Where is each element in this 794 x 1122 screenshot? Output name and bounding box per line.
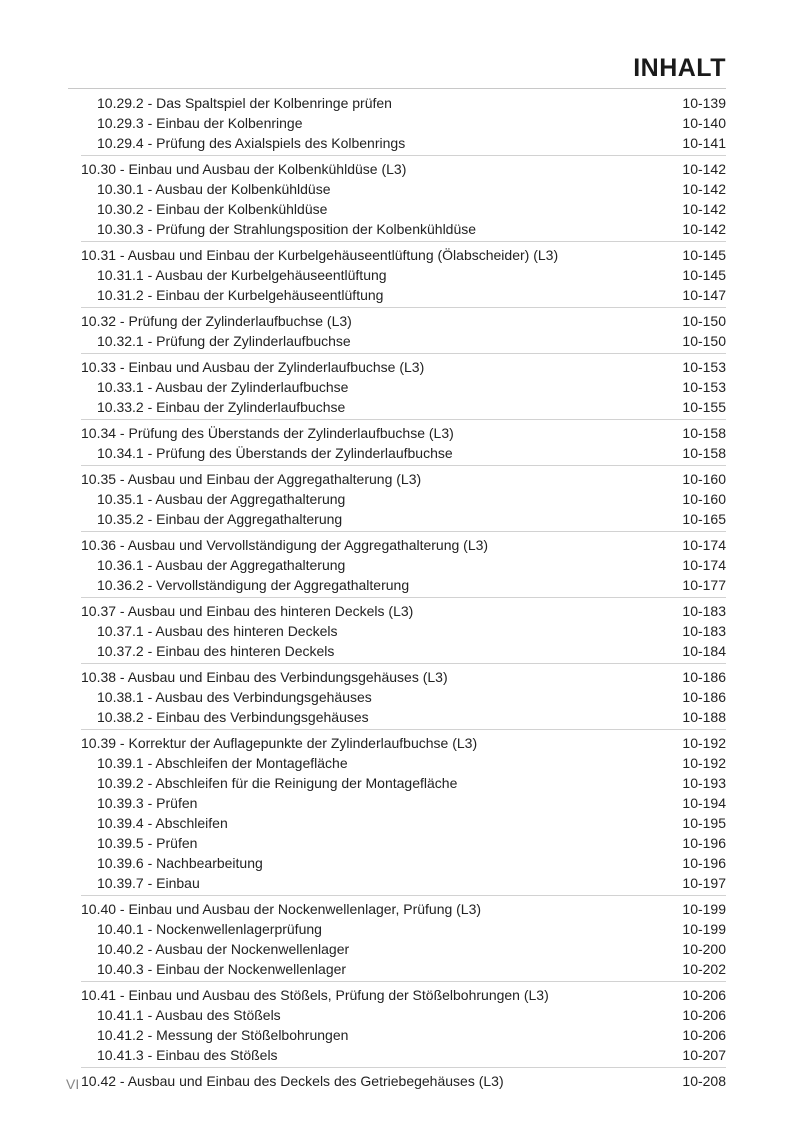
toc-section [81,733,726,896]
toc-entry-title: 10.41.2 - Messung der Stößelbohrungen [97,1027,349,1043]
toc-entry-title: 10.40 - Einbau und Ausbau der Nockenwellenlager, Prüfung (L3) [81,901,482,917]
toc-entry-page: 10-142 [682,181,726,197]
toc-entry-page: 10-186 [682,689,726,705]
toc-chapter-entry[interactable] [81,535,726,555]
toc-subsection-entry[interactable] [81,939,726,959]
toc-subsection-entry[interactable] [81,833,726,853]
toc-entry-page: 10-145 [682,247,726,263]
toc-subsection-entry[interactable] [81,687,726,707]
toc-subsection-entry[interactable] [81,555,726,575]
toc-subsection-entry[interactable] [81,443,726,463]
toc-section [81,311,726,354]
toc-entry-title: 10.40.2 - Ausbau der Nockenwellenlager [97,941,350,957]
toc-entry-page: 10-142 [682,221,726,237]
toc-section [81,985,726,1068]
toc-chapter-entry[interactable] [81,1071,726,1091]
toc-entry-title: 10.29.4 - Prüfung des Axialspiels des Kolbenrings [97,135,406,151]
toc-chapter-entry[interactable] [81,985,726,1005]
header-divider [68,88,726,89]
toc-entry-title: 10.33 - Einbau und Ausbau der Zylinderlaufbuchse (L3) [81,359,425,375]
toc-entry-title: 10.41.3 - Einbau des Stößels [97,1047,278,1063]
toc-entry-page: 10-140 [682,115,726,131]
toc-entry-page: 10-206 [682,987,726,1003]
toc-chapter-entry[interactable] [81,601,726,621]
toc-subsection-entry[interactable] [81,93,726,113]
toc-entry-title: 10.31.2 - Einbau der Kurbelgehäuseentlüftung [97,287,384,303]
toc-entry-page: 10-145 [682,267,726,283]
toc-entry-page: 10-194 [682,795,726,811]
toc-subsection-entry[interactable] [81,113,726,133]
toc-entry-title: 10.34 - Prüfung des Überstands der Zylinderlaufbuchse (L3) [81,425,454,441]
toc-entry-title: 10.36.1 - Ausbau der Aggregathalterung [97,557,346,573]
toc-subsection-entry[interactable] [81,199,726,219]
toc-section [81,469,726,532]
toc-entry-title: 10.30.3 - Prüfung der Strahlungsposition der Kolbenkühldüse [97,221,477,237]
toc-entry-page: 10-208 [682,1073,726,1089]
toc-subsection-entry[interactable] [81,873,726,893]
toc-subsection-entry[interactable] [81,813,726,833]
toc-chapter-entry[interactable] [81,245,726,265]
toc-entry-title: 10.29.2 - Das Spaltspiel der Kolbenringe prüfen [97,95,392,111]
toc-entry-title: 10.37.1 - Ausbau des hinteren Deckels [97,623,338,639]
toc-entry-page: 10-199 [682,921,726,937]
toc-entry-title: 10.38 - Ausbau und Einbau des Verbindungsgehäuses (L3) [81,669,448,685]
toc-entry-page: 10-183 [682,603,726,619]
toc-entry-title: 10.35 - Ausbau und Einbau der Aggregathalterung (L3) [81,471,422,487]
toc-entry-page: 10-192 [682,735,726,751]
toc-entry-page: 10-155 [682,399,726,415]
toc-entry-page: 10-206 [682,1027,726,1043]
toc-entry-page: 10-202 [682,961,726,977]
toc-entry-page: 10-158 [682,425,726,441]
toc-subsection-entry[interactable] [81,919,726,939]
toc-section [81,601,726,664]
toc-entry-page: 10-188 [682,709,726,725]
toc-chapter-entry[interactable] [81,311,726,331]
toc-entry-page: 10-150 [682,313,726,329]
toc-subsection-entry[interactable] [81,853,726,873]
toc-entry-page: 10-192 [682,755,726,771]
toc-entry-title: 10.37.2 - Einbau des hinteren Deckels [97,643,335,659]
toc-entry-page: 10-184 [682,643,726,659]
toc-section [81,245,726,308]
toc-entry-title: 10.40.3 - Einbau der Nockenwellenlager [97,961,347,977]
toc-chapter-entry[interactable] [81,899,726,919]
toc-subsection-entry[interactable] [81,489,726,509]
toc-entry-page: 10-158 [682,445,726,461]
toc-chapter-entry[interactable] [81,357,726,377]
toc-entry-title: 10.31 - Ausbau und Einbau der Kurbelgehäuseentlüftung (Ölabscheider) (L3) [81,247,559,263]
toc-entry-title: 10.35.2 - Einbau der Aggregathalterung [97,511,343,527]
toc-entry-page: 10-207 [682,1047,726,1063]
toc-subsection-entry[interactable] [81,621,726,641]
toc-subsection-entry[interactable] [81,133,726,153]
toc-entry-title: 10.33.2 - Einbau der Zylinderlaufbuchse [97,399,346,415]
toc-section [81,667,726,730]
toc-entry-title: 10.38.1 - Ausbau des Verbindungsgehäuses [97,689,372,705]
toc-entry-page: 10-160 [682,491,726,507]
toc-entry-title: 10.39.2 - Abschleifen für die Reinigung der Montagefläche [97,775,458,791]
toc-entry-title: 10.42 - Ausbau und Einbau des Deckels des Getriebegehäuses (L3) [81,1073,504,1089]
toc-entry-page: 10-150 [682,333,726,349]
toc-entry-title: 10.30.1 - Ausbau der Kolbenkühldüse [97,181,331,197]
toc-subsection-entry[interactable] [81,265,726,285]
toc-entry-page: 10-177 [682,577,726,593]
toc-subsection-entry[interactable] [81,285,726,305]
toc-section [81,93,726,156]
toc-subsection-entry[interactable] [81,641,726,661]
toc-subsection-entry[interactable] [81,397,726,417]
toc-entry-title: 10.30.2 - Einbau der Kolbenkühldüse [97,201,328,217]
toc-subsection-entry[interactable] [81,219,726,239]
toc-entry-page: 10-153 [682,359,726,375]
toc-entry-title: 10.32.1 - Prüfung der Zylinderlaufbuchse [97,333,351,349]
toc-subsection-entry[interactable] [81,179,726,199]
toc-entry-title: 10.40.1 - Nockenwellenlagerprüfung [97,921,322,937]
toc-entry-page: 10-174 [682,537,726,553]
toc-entry-page: 10-174 [682,557,726,573]
toc-entry-page: 10-197 [682,875,726,891]
toc-entry-page: 10-196 [682,835,726,851]
toc-entry-page: 10-206 [682,1007,726,1023]
toc-entry-page: 10-200 [682,941,726,957]
toc-entry-page: 10-199 [682,901,726,917]
toc-section [81,535,726,598]
toc-subsection-entry[interactable] [81,793,726,813]
toc-entry-title: 10.37 - Ausbau und Einbau des hinteren Deckels (L3) [81,603,414,619]
toc-section [81,899,726,982]
toc-subsection-entry[interactable] [81,575,726,595]
toc-entry-title: 10.39 - Korrektur der Auflagepunkte der Zylinderlaufbuchse (L3) [81,735,478,751]
toc-entry-page: 10-183 [682,623,726,639]
toc-section [81,1071,726,1093]
toc-chapter-entry[interactable] [81,733,726,753]
toc-subsection-entry[interactable] [81,1025,726,1045]
toc-subsection-entry[interactable] [81,509,726,529]
toc-entry-page: 10-186 [682,669,726,685]
toc-entry-title: 10.34.1 - Prüfung des Überstands der Zylinderlaufbuchse [97,445,453,461]
toc-entry-page: 10-196 [682,855,726,871]
toc-entry-page: 10-193 [682,775,726,791]
toc-entry-title: 10.31.1 - Ausbau der Kurbelgehäuseentlüftung [97,267,387,283]
toc-section [81,423,726,466]
toc-entry-page: 10-160 [682,471,726,487]
toc-entry-page: 10-165 [682,511,726,527]
toc-subsection-entry[interactable] [81,707,726,727]
toc-subsection-entry[interactable] [81,773,726,793]
toc-subsection-entry[interactable] [81,1045,726,1065]
toc-entry-title: 10.38.2 - Einbau des Verbindungsgehäuses [97,709,369,725]
page-header [633,54,726,83]
toc-entry-title: 10.32 - Prüfung der Zylinderlaufbuchse (L3) [81,313,352,329]
toc-entry-title: 10.39.5 - Prüfen [97,835,198,851]
toc-section [81,159,726,242]
toc-subsection-entry[interactable] [81,331,726,351]
toc-entry-title: 10.41.1 - Ausbau des Stößels [97,1007,281,1023]
toc-subsection-entry[interactable] [81,377,726,397]
toc-entry-title: 10.36 - Ausbau und Vervollständigung der Aggregathalterung (L3) [81,537,489,553]
toc-entry-page: 10-141 [682,135,726,151]
toc-chapter-entry[interactable] [81,667,726,687]
toc-entry-title: 10.39.3 - Prüfen [97,795,198,811]
toc-entry-title: 10.39.7 - Einbau [97,875,200,891]
toc-entry-page: 10-139 [682,95,726,111]
toc-chapter-entry[interactable] [81,159,726,179]
toc-entry-page: 10-195 [682,815,726,831]
table-of-contents [81,93,726,1096]
toc-entry-title: 10.36.2 - Vervollständigung der Aggregathalterung [97,577,410,593]
toc-entry-title: 10.39.1 - Abschleifen der Montagefläche [97,755,348,771]
toc-subsection-entry[interactable] [81,753,726,773]
toc-subsection-entry[interactable] [81,1005,726,1025]
toc-entry-page: 10-142 [682,201,726,217]
toc-entry-title: 10.30 - Einbau und Ausbau der Kolbenkühldüse (L3) [81,161,407,177]
page-title: INHALT [633,54,726,82]
toc-entry-title: 10.39.4 - Abschleifen [97,815,228,831]
toc-entry-title: 10.39.6 - Nachbearbeitung [97,855,263,871]
toc-entry-title: 10.29.3 - Einbau der Kolbenringe [97,115,303,131]
toc-subsection-entry[interactable] [81,959,726,979]
toc-chapter-entry[interactable] [81,469,726,489]
toc-entry-title: 10.33.1 - Ausbau der Zylinderlaufbuchse [97,379,349,395]
toc-entry-page: 10-142 [682,161,726,177]
toc-entry-page: 10-147 [682,287,726,303]
page-number: VI [66,1076,80,1092]
toc-section [81,357,726,420]
toc-entry-page: 10-153 [682,379,726,395]
toc-chapter-entry[interactable] [81,423,726,443]
toc-entry-title: 10.35.1 - Ausbau der Aggregathalterung [97,491,346,507]
toc-entry-title: 10.41 - Einbau und Ausbau des Stößels, Prüfung der Stößelbohrungen (L3) [81,987,549,1003]
